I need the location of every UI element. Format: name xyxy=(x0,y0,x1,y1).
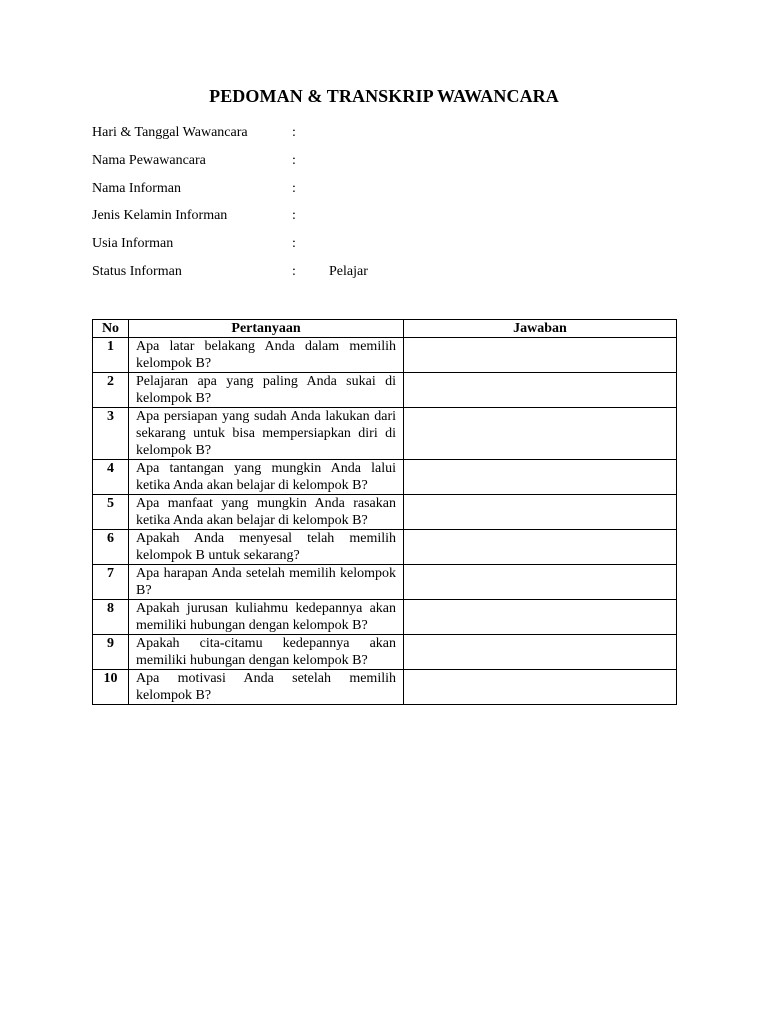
row-question: Apa tantangan yang mungkin Anda lalui ketika Anda akan belajar di kelompok B? xyxy=(129,460,404,495)
header-answer: Jawaban xyxy=(404,320,677,338)
row-answer xyxy=(404,530,677,565)
table-row xyxy=(93,635,677,670)
row-question: Apa persiapan yang sudah Anda lakukan dari sekarang untuk bisa mempersiapkan diri di kelompok B? xyxy=(129,408,404,460)
interview-table xyxy=(92,319,677,705)
table-row xyxy=(93,600,677,635)
info-row-interviewer xyxy=(92,152,492,180)
info-row-status xyxy=(92,263,492,291)
info-colon: : xyxy=(292,208,296,224)
row-number: 8 xyxy=(93,600,129,635)
table-row xyxy=(93,460,677,495)
info-value: Pelajar xyxy=(329,263,368,279)
row-answer xyxy=(404,495,677,530)
row-answer xyxy=(404,670,677,705)
info-label: Nama Informan xyxy=(92,180,182,196)
row-question: Pelajaran apa yang paling Anda sukai di kelompok B? xyxy=(129,373,404,408)
row-number: 4 xyxy=(93,460,129,495)
table-row xyxy=(93,530,677,565)
row-question: Apa latar belakang Anda dalam memilih kelompok B? xyxy=(129,338,404,373)
info-colon: : xyxy=(292,152,296,168)
row-number: 3 xyxy=(93,408,129,460)
row-answer xyxy=(404,460,677,495)
info-colon: : xyxy=(292,236,296,252)
info-label: Nama Pewawancara xyxy=(92,152,206,168)
row-number: 10 xyxy=(93,670,129,705)
row-answer xyxy=(404,338,677,373)
interview-info xyxy=(92,124,492,291)
row-number: 5 xyxy=(93,495,129,530)
row-question: Apa manfaat yang mungkin Anda rasakan ketika Anda akan belajar di kelompok B? xyxy=(129,495,404,530)
row-question: Apakah jurusan kuliahmu kedepannya akan memiliki hubungan dengan kelompok B? xyxy=(129,600,404,635)
table-row xyxy=(93,565,677,600)
row-answer xyxy=(404,565,677,600)
page-title: PEDOMAN & TRANSKRIP WAWANCARA xyxy=(209,86,559,106)
table-header-row xyxy=(93,320,677,338)
info-row-informant-name xyxy=(92,180,492,208)
row-question: Apa motivasi Anda setelah memilih kelompok B? xyxy=(129,670,404,705)
info-row-date xyxy=(92,124,492,152)
info-label: Usia Informan xyxy=(92,236,174,252)
info-label: Status Informan xyxy=(92,263,182,279)
row-number: 9 xyxy=(93,635,129,670)
row-number: 1 xyxy=(93,338,129,373)
row-answer xyxy=(404,600,677,635)
table-row xyxy=(93,408,677,460)
table-row xyxy=(93,373,677,408)
info-colon: : xyxy=(292,263,296,279)
row-question: Apakah cita-citamu kedepannya akan memiliki hubungan dengan kelompok B? xyxy=(129,635,404,670)
row-answer xyxy=(404,635,677,670)
row-answer xyxy=(404,408,677,460)
table-row xyxy=(93,670,677,705)
table-row xyxy=(93,495,677,530)
info-colon: : xyxy=(292,125,296,140)
info-row-gender xyxy=(92,207,492,235)
header-question: Pertanyaan xyxy=(129,320,404,338)
info-label: Jenis Kelamin Informan xyxy=(92,208,228,224)
table-row xyxy=(93,338,677,373)
row-number: 7 xyxy=(93,565,129,600)
row-number: 6 xyxy=(93,530,129,565)
header-no: No xyxy=(93,320,129,338)
row-question: Apa harapan Anda setelah memilih kelompok B? xyxy=(129,565,404,600)
info-row-age xyxy=(92,235,492,263)
row-question: Apakah Anda menyesal telah memilih kelompok B untuk sekarang? xyxy=(129,530,404,565)
info-colon: : xyxy=(292,180,296,196)
row-number: 2 xyxy=(93,373,129,408)
info-label: Hari & Tanggal Wawancara xyxy=(92,125,248,140)
row-answer xyxy=(404,373,677,408)
